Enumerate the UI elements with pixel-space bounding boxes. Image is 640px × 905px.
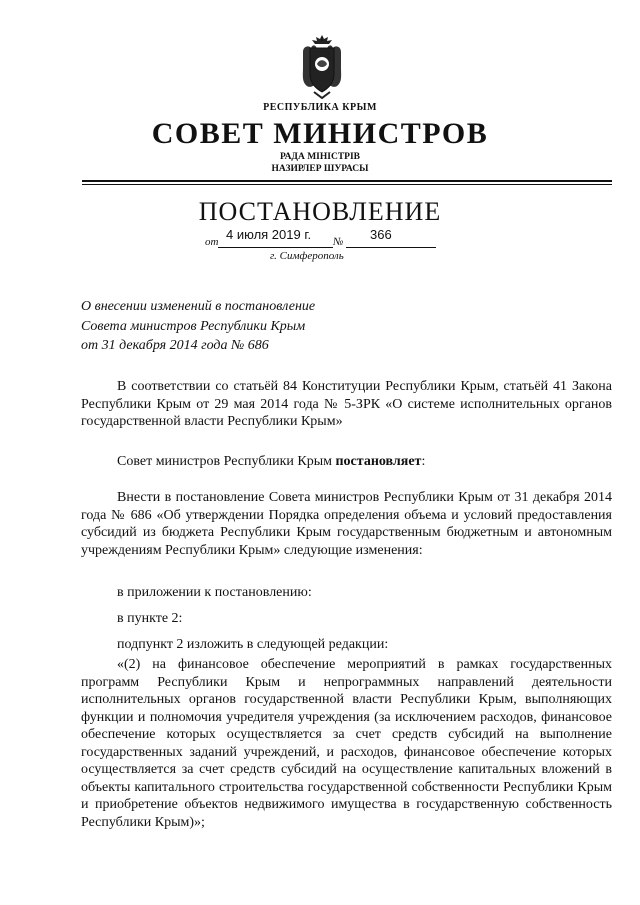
amendment-paragraph: Внести в постановление Совета министров Республики Крым от 31 декабря 2014 года № 686 «Об утверждении Порядка определения объема и условий предоставления субсидий из бюджета Республики Крым государственным бюджетным и автономным учреждениям Республики Крым» следующие изменения: (81, 490, 612, 558)
resolution-colon: : (421, 454, 426, 469)
point-paragraph: в пункте 2: (117, 611, 183, 626)
header-rule-thick (82, 180, 612, 182)
decree-date: 4 июля 2019 г. (226, 227, 312, 242)
preamble-paragraph: В соответствии со статьёй 84 Конституции Республики Крым, статьёй 41 Закона Республики Крым от 29 мая 2014 года № 5-ЗРК «О системе исполнительных органов государственной власти Республики Крым» (81, 379, 612, 429)
council-title: СОВЕТ МИНИСТРОВ (151, 117, 489, 150)
decree-number: 366 (370, 227, 392, 242)
subject-line-3: от 31 декабря 2014 года № 686 (81, 338, 269, 353)
resolution-keyword: постановляет (335, 454, 422, 469)
header-rule-thin (82, 184, 612, 185)
number-underline (346, 247, 436, 248)
decree-city: г. Симферополь (270, 250, 344, 262)
republic-label: РЕСПУБЛИКА КРЫМ (263, 102, 377, 113)
number-sign: № (333, 236, 344, 248)
annex-paragraph: в приложении к постановлению: (117, 585, 312, 600)
date-prefix: от (205, 236, 219, 248)
subject-line-2: Совета министров Республики Крым (81, 318, 306, 334)
new-wording-paragraph: «(2) на финансовое обеспечение мероприятий в рамках государственных программ Республики Крым и непрограммных направлений деятельности исполнительных органов государственной власти Республики Крым, выполняющих функции и полномочия учредителя учреждения (за исключением расходов, финансовое обеспечение которых осуществляется за счет средств субсидий на выполнение государственных заданий учреждений, и расходов, финансовое обеспечение которых осуществляется за счет средств субсидий на осуществление капитальных вложений в объекты капитального строительства государственной собственности Республики Крым и приобретение объектов недвижимого имущества в государственную собственность Республики Крым)»; (81, 657, 612, 830)
decree-title: ПОСТАНОВЛЕНИЕ (198, 197, 442, 226)
coat-of-arms-icon (297, 34, 347, 100)
resolution-paragraph (117, 453, 425, 471)
council-title-ua: РАДА МІНІСТРІВ (279, 152, 360, 162)
date-underline (218, 247, 333, 248)
subject-line-1: О внесении изменений в постановление (81, 299, 316, 314)
subpoint-paragraph: подпункт 2 изложить в следующей редакции: (117, 637, 389, 652)
resolution-text: Совет министров Республики Крым (117, 454, 336, 469)
council-title-crh: НАЗИРЛЕР ШУРАСЫ (271, 164, 369, 174)
decree-subject (81, 297, 501, 356)
